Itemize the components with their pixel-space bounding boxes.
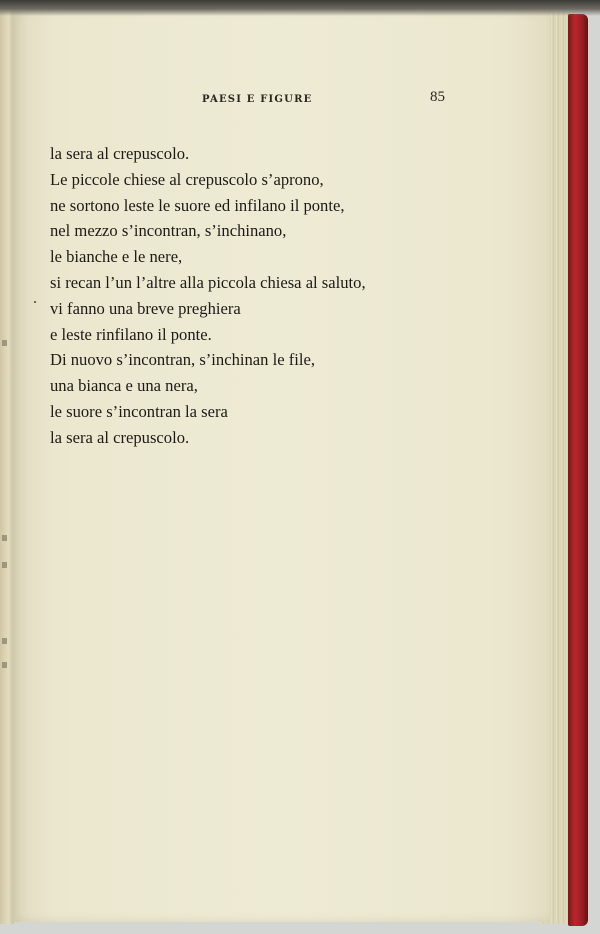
left-page-mark xyxy=(2,535,7,541)
poem-line: una bianca e una nera, xyxy=(50,376,198,396)
running-head: PAESI E FIGURE xyxy=(202,94,313,105)
poem-line: le bianche e le nere, xyxy=(50,247,183,267)
poem-line: le suore s’incontran la sera xyxy=(50,401,228,421)
poem-line: si recan l’un l’altre alla piccola chiesa al saluto, xyxy=(50,272,366,292)
poem-line: ne sortono leste le suore ed infilano il ponte, xyxy=(50,195,345,215)
poem-line: vi fanno una breve preghiera xyxy=(50,298,241,318)
page-number: 85 xyxy=(430,89,445,105)
red-cover-edge xyxy=(568,14,588,926)
left-page-mark xyxy=(2,562,7,568)
poem-line: la sera al crepuscolo. xyxy=(50,144,190,163)
poem-line: e leste rinfilano il ponte. xyxy=(50,324,212,344)
poem-line: la sera al crepuscolo. xyxy=(50,427,190,447)
poem-line: Le piccole chiese al crepuscolo s’aprono, xyxy=(50,169,324,189)
left-page-mark xyxy=(2,638,7,644)
left-page-mark xyxy=(2,662,7,668)
poem-line: Di nuovo s’incontran, s’inchinan le file, xyxy=(50,350,315,370)
poem-text xyxy=(50,141,366,451)
book-page xyxy=(12,10,550,922)
binding-shadow xyxy=(0,0,600,16)
poem-line: nel mezzo s’incontran, s’inchinano, xyxy=(50,221,287,241)
left-page-mark xyxy=(2,340,7,346)
paper-speck xyxy=(34,301,36,303)
